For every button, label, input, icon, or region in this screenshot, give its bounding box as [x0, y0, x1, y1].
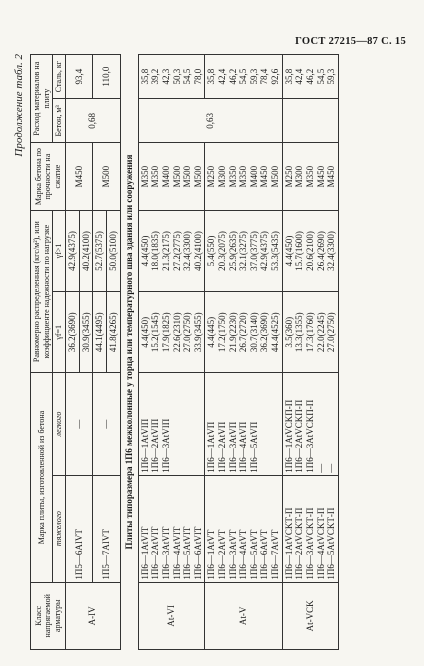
list-item: 1П6—1AtVП	[206, 421, 217, 473]
list-item: 42,3	[160, 68, 171, 85]
list-item: 54,5	[182, 68, 193, 85]
list-item: —	[315, 463, 326, 473]
list-item: 3.5(360)	[283, 316, 294, 348]
list-item: 44.4(4525)	[270, 312, 281, 353]
list-item: 4.4(450)	[139, 316, 150, 348]
list-item: 46,2	[227, 68, 238, 85]
heavy-cell: 1П5—7AIVТ	[93, 475, 121, 582]
heavy-list	[205, 475, 282, 582]
list-item: 54,5	[315, 68, 326, 85]
header-concrete-mark: Марка бетона по прочности на сжатие	[31, 143, 66, 210]
list-item: 39,2	[150, 68, 161, 85]
list-item: 78,4	[259, 68, 270, 85]
list-item: 18.0(1835)	[150, 231, 161, 271]
list-item: 37.0(3775)	[248, 231, 259, 271]
class-cell: At-V	[205, 582, 282, 649]
header-consumption-group: Расход материалов на плиту	[31, 55, 53, 143]
list-item: 1П6—3AtVCKП-П	[304, 399, 315, 473]
yfgt1-list	[138, 210, 205, 291]
list-item: М500	[182, 165, 193, 188]
yfgt1-cell: 52.7(5375)	[93, 210, 107, 291]
mark-list	[205, 143, 282, 210]
header-class: Класс напрягаемой арматуры	[31, 582, 66, 649]
light-list	[205, 373, 282, 475]
header-light: легкого	[53, 373, 66, 475]
list-item: 53.3(5435)	[270, 231, 281, 271]
list-item: М400	[248, 165, 259, 188]
list-item: 1П6—4AtVCKТ-П	[315, 507, 326, 580]
yf1-list	[138, 292, 205, 373]
heavy-list	[282, 475, 338, 582]
list-item: М300	[217, 165, 228, 188]
list-item: 21.9(2230)	[227, 312, 238, 353]
heavy-list	[138, 475, 205, 582]
list-item: 30.7(3140)	[248, 312, 259, 353]
header-heavy: тяжелого	[53, 475, 66, 582]
list-item: 1П6—5AtVП	[248, 421, 259, 473]
yfgt1-list	[205, 210, 282, 291]
list-item: М450	[315, 165, 326, 188]
list-item: 32.4(3300)	[326, 231, 337, 271]
list-item: 17.3(1760)	[304, 312, 315, 353]
class-cell: A-IV	[65, 582, 120, 649]
list-item: М450	[326, 165, 337, 188]
yfgt1-cell: 42.9(4375)	[65, 210, 79, 291]
light-list	[138, 373, 205, 475]
list-item: 13.3(1355)	[294, 312, 305, 353]
list-item: М350	[150, 165, 161, 188]
list-item: —	[326, 463, 337, 473]
list-item: 1П6—3AtVП	[227, 421, 238, 473]
table-row	[138, 55, 205, 650]
list-item: 20.3(2075)	[217, 231, 228, 271]
list-item: 20.6(2100)	[304, 231, 315, 271]
list-item: 32.4(3300)	[182, 231, 193, 271]
list-item: 1П6—1AtVCKП-П	[283, 399, 294, 473]
header-load-group: Равномерно распределенная (кгс/м²), или коэффициенте надежности по нагрузке	[31, 210, 53, 373]
class-cell: At-VI	[138, 582, 205, 649]
light-cell: —	[93, 373, 121, 475]
yf1-cell: 36.2(3690)	[65, 292, 79, 373]
list-item: М500	[192, 165, 203, 188]
list-item: 27.0(2750)	[182, 312, 193, 353]
list-item: 1П6—1AtVIП	[139, 418, 150, 473]
list-item: 22.6(2310)	[171, 312, 182, 353]
steel-list	[138, 55, 205, 99]
list-item: 1П6—3AtVCKТ-П	[304, 507, 315, 580]
list-item: 15.7(1600)	[294, 231, 305, 271]
list-item: 1П6—4AtVП	[238, 421, 249, 473]
section-title: Плиты типоразмера 1П6 межколонные у торца или температурного шва здания или сооружения	[120, 55, 138, 650]
list-item: 1П6—2AtVП	[217, 421, 228, 473]
list-item: 35,8	[139, 68, 150, 85]
list-item: 27.0(2750)	[326, 312, 337, 353]
concrete-cell	[282, 99, 338, 143]
list-item: 27.2(2775)	[171, 231, 182, 271]
list-item: М350	[304, 165, 315, 188]
list-item: 21.3(2175)	[160, 231, 171, 271]
list-item: 46,2	[304, 68, 315, 85]
rotated-table-block	[10, 50, 410, 650]
table-row	[205, 55, 282, 650]
yf1-list	[205, 292, 282, 373]
list-item: 17.9(1825)	[160, 312, 171, 353]
steel-cell: 93,4	[65, 55, 93, 99]
list-item: 22.0(2245)	[315, 312, 326, 353]
list-item: М350	[238, 165, 249, 188]
list-item: 1П6—5AtVТ	[248, 529, 259, 580]
yfgt1-cell: 40.2(4100)	[79, 210, 93, 291]
mark-list	[138, 143, 205, 210]
header-yfgt1: γf>1	[53, 210, 66, 291]
header-mark-group: Марка плиты, изготовленной из бетона	[31, 373, 53, 582]
list-item: 35,8	[206, 68, 217, 85]
light-cell: —	[65, 373, 93, 475]
list-item: М250	[206, 165, 217, 188]
yf1-cell: 41.8(4265)	[107, 292, 121, 373]
list-item: 1П6—5AtVIТ	[182, 526, 193, 580]
mark-cell: М500	[93, 143, 121, 210]
yf1-list	[282, 292, 338, 373]
list-item: 1П6—2AtVCKП-П	[294, 399, 305, 473]
list-item: М350	[227, 165, 238, 188]
concrete-cell: 0,68	[65, 99, 120, 143]
list-item: 36.2(3690)	[259, 312, 270, 353]
list-item: 25.9(2635)	[227, 231, 238, 271]
steel-cell: 110,0	[93, 55, 121, 99]
yf1-cell: 44.1(4495)	[93, 292, 107, 373]
header-yf1: γf=1	[53, 292, 66, 373]
table-row	[65, 55, 79, 650]
light-list	[282, 373, 338, 475]
class-cell: At-VCK	[282, 582, 338, 649]
list-item: 92,6	[270, 68, 281, 85]
list-item: 5.4(550)	[206, 235, 217, 267]
list-item: 1П6—3AtVIП	[160, 418, 171, 473]
list-item: 33.9(3455)	[192, 312, 203, 353]
list-item: 1П6—3AtVIТ	[160, 526, 171, 580]
list-item: 1П6—2AtVCKТ-П	[294, 507, 305, 580]
list-item: 50,3	[171, 68, 182, 85]
list-item: 17.2(1750)	[217, 312, 228, 353]
data-table	[30, 54, 339, 650]
concrete-cell: 0,63	[138, 99, 282, 143]
list-item: 59,3	[248, 68, 259, 85]
list-item: М400	[160, 165, 171, 188]
list-item: М250	[283, 165, 294, 188]
list-item: 1П6—2AtVIТ	[150, 526, 161, 580]
list-item: 42.9(4375)	[259, 231, 270, 271]
list-item: 1П6—2AtVIП	[150, 418, 161, 473]
yfgt1-list	[282, 210, 338, 291]
list-item: 1П6—1AtVТ	[206, 529, 217, 580]
list-item: 4.4(450)	[139, 235, 150, 267]
list-item: 1П6—4AtVIТ	[171, 526, 182, 580]
list-item: 40.2(4100)	[192, 231, 203, 271]
list-item: 1П6—4AtVТ	[238, 529, 249, 580]
list-item: 59,3	[326, 68, 337, 85]
list-item: 35,8	[283, 68, 294, 85]
list-item: М500	[270, 165, 281, 188]
list-item: 1П6—2AtVТ	[217, 529, 228, 580]
list-item: 1П6—7AtVТ	[270, 529, 281, 580]
list-item: 26.7(2720)	[238, 312, 249, 353]
list-item: М500	[171, 165, 182, 188]
list-item: 78,0	[192, 68, 203, 85]
list-item: 32.1(3275)	[238, 231, 249, 271]
yfgt1-cell: 50.0(5100)	[107, 210, 121, 291]
list-item: 42,4	[294, 68, 305, 85]
list-item: М450	[259, 165, 270, 188]
list-item: 1П6—5AtVCKТ-П	[326, 507, 337, 580]
header-concrete: Бетон, м³	[53, 99, 66, 143]
list-item: 1П6—6AtVIТ	[192, 526, 203, 580]
mark-cell: М450	[65, 143, 93, 210]
list-item: 4.4(445)	[206, 316, 217, 348]
list-item: 1П6—3AtVТ	[227, 529, 238, 580]
list-item: 54,5	[238, 68, 249, 85]
continuation-label: Продолжение табл. 2	[13, 54, 25, 157]
list-item: 1П6—1AtVIТ	[139, 526, 150, 580]
steel-list	[282, 55, 338, 99]
table-row	[93, 55, 107, 650]
steel-list	[205, 55, 282, 99]
header-steel: Сталь, кг	[53, 55, 66, 99]
list-item: 26.4(2690)	[315, 231, 326, 271]
list-item: 4.4(450)	[283, 235, 294, 267]
list-item: М350	[139, 165, 150, 188]
list-item: М300	[294, 165, 305, 188]
list-item: 1П6—6AtVТ	[259, 529, 270, 580]
table-row	[282, 55, 338, 650]
page-header: ГОСТ 27215—87 С. 15	[295, 36, 406, 47]
list-item: 15.2(1545)	[150, 312, 161, 353]
list-item: 1П6—1AtVCKТ-П	[283, 507, 294, 580]
mark-list	[282, 143, 338, 210]
yf1-cell: 30.9(3455)	[79, 292, 93, 373]
list-item: 42,4	[217, 68, 228, 85]
heavy-cell: 1П5—6AIVТ	[65, 475, 93, 582]
